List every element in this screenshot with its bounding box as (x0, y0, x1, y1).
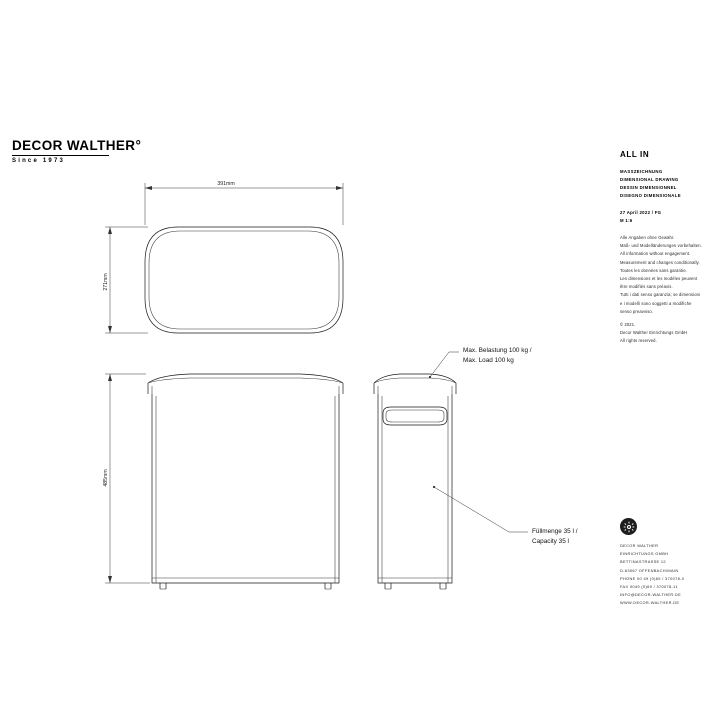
callout-max-load-line-2: Max. Load 100 kg (463, 357, 514, 364)
disclaimer-line-2: Maß- und Modelländerungen vorbehalten. (620, 243, 702, 249)
dim-top-depth-label: 271mm (103, 273, 109, 291)
disclaimer-line-8: Tutti i dati senso garanzia; se dimensioni (620, 292, 701, 298)
address-line-2: EINRICHTUNGS GMBH (620, 551, 669, 557)
dim-top-width-label: 391mm (217, 181, 235, 187)
top-view (145, 227, 343, 333)
dim-front-height (103, 374, 150, 583)
callout-capacity-line-1: Füllmenge 35 l / (532, 528, 578, 535)
copyright-line-2: Decor Walther Einrichtungs GmbH (620, 330, 688, 336)
title-block (620, 150, 716, 346)
dim-top-depth (103, 227, 148, 333)
dim-front-height-label: 485mm (103, 469, 109, 487)
address-line-8: WWW.DECOR-WALTHER.DE (620, 600, 680, 606)
drawing-label-de: MASSZEICHNUNG (620, 169, 663, 174)
address-line-7: INFO@DECOR-WALTHER.DE (620, 592, 682, 598)
callout-max-load-line-1: Max. Belastung 100 kg / (463, 347, 532, 354)
address-line-6: FAX 0049 (0)69 / 370078-11 (620, 584, 678, 590)
company-footer (620, 518, 716, 608)
disclaimer-line-10: senso preavviso. (620, 308, 654, 314)
disclaimer-line-4: Measurement and changes conditionally. (620, 259, 700, 265)
gear-icon (623, 521, 634, 532)
disclaimer-line-3: All information without engagement. (620, 251, 691, 257)
drawing-label-it: DISEGNO DIMENSIONALE (620, 192, 681, 198)
product-title: ALL IN (620, 150, 650, 159)
callout-max-load (429, 347, 532, 378)
disclaimer-line-9: e i modelli sono soggetti a modifiche (620, 300, 692, 306)
drawing-type-labels (620, 168, 716, 200)
drawing-scale: M 1:6 (620, 217, 633, 223)
side-view (374, 374, 456, 589)
brand-wordmark: DECOR WALTHER° (12, 138, 142, 153)
copyright-line-3: All rights reserved. (620, 338, 657, 344)
address-line-4: D-63067 OFFENBACH/MAIN (620, 567, 679, 573)
address-line-1: DECOR WALTHER (620, 543, 659, 548)
drawing-label-en: DIMENSIONAL DRAWING (620, 176, 679, 182)
brand-block (12, 138, 142, 164)
copyright-line-1: © 2021. (620, 321, 636, 327)
brand-since: Since 1973 (12, 158, 66, 164)
disclaimer-line-5: Toutes les données sans garantie. (620, 267, 688, 273)
drawing-label-fr: DESSIN DIMENSIONNEL (620, 184, 677, 190)
disclaimer-block (620, 234, 716, 345)
front-view (148, 374, 343, 589)
callout-capacity-line-2: Capacity 35 l (532, 538, 569, 545)
address-line-5: PHONE 00 49 (0)69 / 370078-0 (620, 575, 685, 581)
address-line-3: BETTINASTRASSE 12 (620, 559, 666, 565)
disclaimer-line-1: Alle Angaben ohne Gewähr. (620, 235, 675, 241)
date-scale-block (620, 209, 716, 225)
company-address (620, 542, 716, 608)
drawing-date: 27 April 2022 / FG (620, 209, 662, 215)
company-emblem (620, 518, 637, 535)
callout-capacity (433, 486, 578, 545)
disclaimer-line-7: être modifiés sans préavis. (620, 284, 673, 290)
disclaimer-line-6: Les dimensions et les modèles peuvent (620, 276, 698, 281)
dim-top-width (145, 181, 343, 225)
brand-rule (12, 155, 109, 156)
